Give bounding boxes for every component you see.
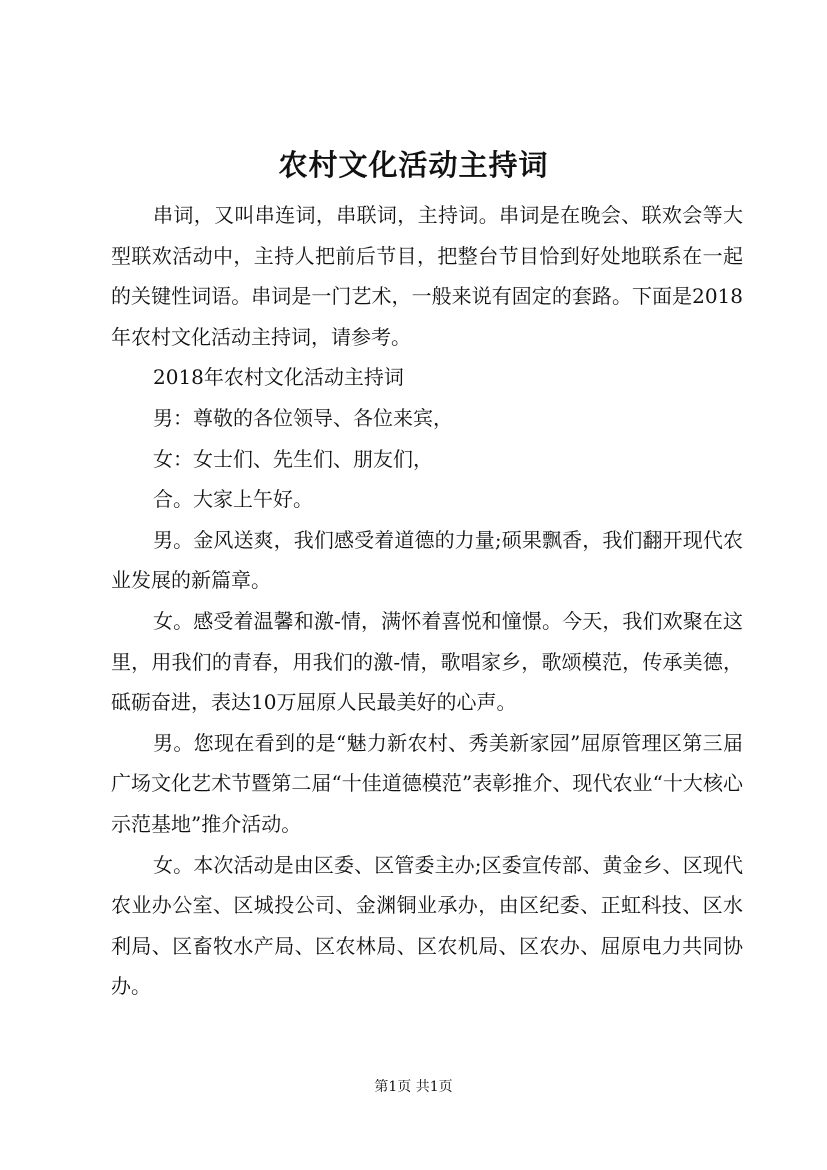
paragraph-male-2: 男。您现在看到的是“魅力新农村、秀美新家园”屈原管理区第三届广场文化艺术节暨第二届“十佳道德模范”表彰推介、现代农业“十大核心示范基地”推介活动。 [111, 730, 743, 836]
paragraph-subtitle: 2018年农村文化活动主持词 [153, 365, 404, 390]
paragraph-intro: 串词，又叫串连词，串联词，主持词。串词是在晚会、联欢会等大型联欢活动中，主持人把前后节目，把整台节目恰到好处地联系在一起的关键性词语。串词是一门艺术，一般来说有固定的套路。下面是2018年农村文化活动主持词，请参考。 [111, 203, 743, 349]
paragraph-female-1: 女。感受着温馨和激-情，满怀着喜悦和憧憬。今天，我们欢聚在这里，用我们的青春，用我们的激-情，歌唱家乡，歌颂模范，传承美德，砥砺奋进，表达10万屈原人民最美好的心声。 [111, 608, 743, 715]
paragraph-female-greeting: 女：女士们、先生们、朋友们， [153, 446, 433, 471]
paragraph-male-greeting: 男：尊敬的各位领导、各位来宾， [153, 405, 453, 430]
paragraph-female-2: 女。本次活动是由区委、区管委主办;区委宣传部、黄金乡、区现代农业办公室、区城投公司、金渊铜业承办，由区纪委、正虹科技、区水利局、区畜牧水产局、区农林局、区农机局、区农办、屈原电力共同协办。 [111, 852, 743, 999]
paragraph-male-1: 男。金风送爽，我们感受着道德的力量;硕果飘香，我们翻开现代农业发展的新篇章。 [111, 527, 743, 593]
page-footer: 第1页 共1页 [374, 1079, 453, 1095]
document-title: 农村文化活动主持词 [278, 148, 549, 182]
document-body [111, 195, 743, 1007]
paragraph-together-greeting: 合。大家上午好。 [153, 487, 313, 512]
